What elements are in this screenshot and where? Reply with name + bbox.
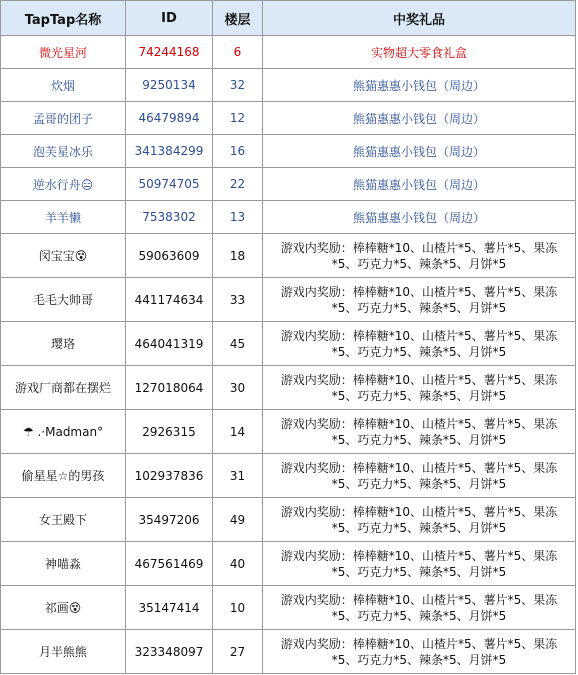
cell-floor: 33 [213,278,263,322]
cell-name: 游戏厂商都在摆烂 [1,366,126,410]
cell-floor: 22 [213,168,263,201]
table-row [1,201,576,234]
cell-id: 35147414 [126,586,213,630]
table-row [1,102,576,135]
cell-floor: 14 [213,410,263,454]
header-floor: 楼层 [213,1,263,36]
table-row [1,366,576,410]
cell-floor: 45 [213,322,263,366]
table-row [1,630,576,674]
table-row [1,69,576,102]
cell-name: 闵宝宝😵 [1,234,126,278]
cell-name: 璎珞 [1,322,126,366]
cell-id: 74244168 [126,36,213,69]
cell-prize: 游戏内奖励：棒棒糖*10、山楂片*5、薯片*5、果冻*5、巧克力*5、辣条*5、月饼*5 [263,542,576,586]
cell-floor: 49 [213,498,263,542]
cell-name: 祁画😵 [1,586,126,630]
cell-id: 50974705 [126,168,213,201]
table-row [1,586,576,630]
cell-floor: 10 [213,586,263,630]
cell-prize: 熊猫惠惠小钱包（周边） [263,102,576,135]
header-taptap-name: TapTap名称 [1,1,126,36]
table-row [1,322,576,366]
cell-id: 7538302 [126,201,213,234]
cell-floor: 13 [213,201,263,234]
cell-prize: 游戏内奖励：棒棒糖*10、山楂片*5、薯片*5、果冻*5、巧克力*5、辣条*5、月饼*5 [263,322,576,366]
cell-id: 323348097 [126,630,213,674]
cell-name: 神喵淼 [1,542,126,586]
cell-name: 泡芙星冰乐 [1,135,126,168]
cell-prize: 游戏内奖励：棒棒糖*10、山楂片*5、薯片*5、果冻*5、巧克力*5、辣条*5、月饼*5 [263,366,576,410]
cell-prize: 熊猫惠惠小钱包（周边） [263,201,576,234]
table-row [1,542,576,586]
cell-prize: 熊猫惠惠小钱包（周边） [263,135,576,168]
table-row [1,454,576,498]
cell-prize: 熊猫惠惠小钱包（周边） [263,69,576,102]
table-row [1,278,576,322]
cell-prize: 游戏内奖励：棒棒糖*10、山楂片*5、薯片*5、果冻*5、巧克力*5、辣条*5、月饼*5 [263,410,576,454]
cell-floor: 32 [213,69,263,102]
cell-name: 月半熊熊 [1,630,126,674]
table-row [1,410,576,454]
cell-id: 441174634 [126,278,213,322]
cell-id: 46479894 [126,102,213,135]
cell-floor: 16 [213,135,263,168]
cell-floor: 18 [213,234,263,278]
table-row [1,168,576,201]
cell-id: 59063609 [126,234,213,278]
cell-floor: 30 [213,366,263,410]
cell-prize: 游戏内奖励：棒棒糖*10、山楂片*5、薯片*5、果冻*5、巧克力*5、辣条*5、月饼*5 [263,278,576,322]
cell-prize: 游戏内奖励：棒棒糖*10、山楂片*5、薯片*5、果冻*5、巧克力*5、辣条*5、月饼*5 [263,454,576,498]
cell-prize: 熊猫惠惠小钱包（周边） [263,168,576,201]
cell-id: 464041319 [126,322,213,366]
table-row [1,135,576,168]
cell-id: 2926315 [126,410,213,454]
header-prize: 中奖礼品 [263,1,576,36]
cell-name: 女王殿下 [1,498,126,542]
cell-id: 35497206 [126,498,213,542]
cell-id: 102937836 [126,454,213,498]
cell-prize: 游戏内奖励：棒棒糖*10、山楂片*5、薯片*5、果冻*5、巧克力*5、辣条*5、月饼*5 [263,498,576,542]
cell-prize: 游戏内奖励：棒棒糖*10、山楂片*5、薯片*5、果冻*5、巧克力*5、辣条*5、月饼*5 [263,234,576,278]
cell-floor: 27 [213,630,263,674]
table-row [1,234,576,278]
cell-prize: 游戏内奖励：棒棒糖*10、山楂片*5、薯片*5、果冻*5、巧克力*5、辣条*5、月饼*5 [263,586,576,630]
table-row [1,36,576,69]
cell-name: 羊羊懒 [1,201,126,234]
table-row [1,498,576,542]
cell-floor: 12 [213,102,263,135]
cell-floor: 6 [213,36,263,69]
cell-name: 炊烟 [1,69,126,102]
cell-name: 微光星河 [1,36,126,69]
cell-id: 9250134 [126,69,213,102]
cell-prize: 游戏内奖励：棒棒糖*10、山楂片*5、薯片*5、果冻*5、巧克力*5、辣条*5、月饼*5 [263,630,576,674]
cell-id: 467561469 [126,542,213,586]
cell-name: 逆水行舟😑 [1,168,126,201]
cell-name: 孟哥的团子 [1,102,126,135]
cell-id: 127018064 [126,366,213,410]
header-id: ID [126,1,213,36]
cell-prize: 实物超大零食礼盒 [263,36,576,69]
cell-name: 毛毛大帅哥 [1,278,126,322]
table-header-row [1,1,576,36]
cell-name: ☂ .·Madman° [1,410,126,454]
cell-floor: 40 [213,542,263,586]
cell-id: 341384299 [126,135,213,168]
cell-floor: 31 [213,454,263,498]
cell-name: 偷星星☆的男孩 [1,454,126,498]
